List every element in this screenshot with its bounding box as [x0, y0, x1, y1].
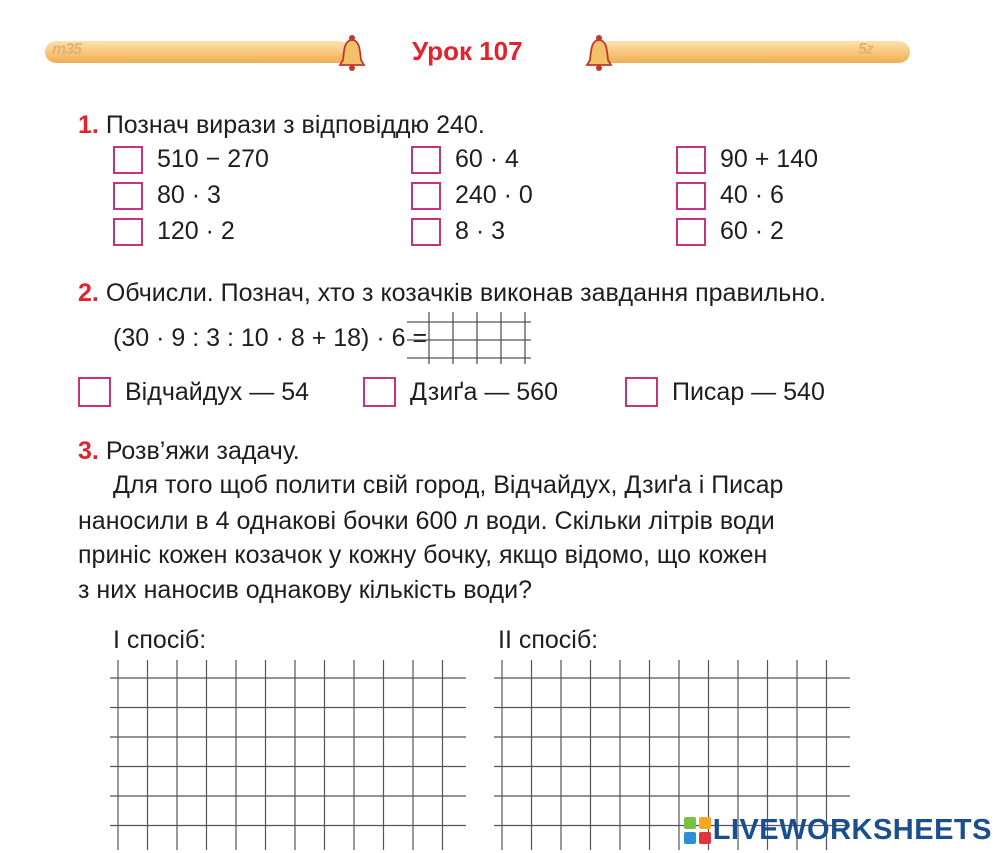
answer-label: Відчайдух — 54	[125, 377, 309, 406]
option-checkbox[interactable]	[676, 218, 706, 246]
option-label: 40 · 6	[720, 181, 784, 209]
answer-label: Дзиґа — 560	[410, 377, 558, 406]
task2-expression: (30 · 9 : 3 : 10 · 8 + 18) · 6 =	[113, 324, 428, 352]
option-label: 510 − 270	[157, 145, 269, 173]
bell-icon	[336, 34, 368, 74]
task2-number: 2.	[78, 279, 99, 307]
option-label: 60 · 2	[720, 217, 784, 245]
option-checkbox[interactable]	[411, 218, 441, 246]
option-checkbox[interactable]	[113, 182, 143, 210]
problem-line: Для того щоб полити свій город, Відчайдух, Дзиґа і Писар	[113, 471, 784, 499]
task1-text: Познач вирази з відповіддю 240.	[105, 111, 485, 139]
watermark-text: LIVEWORKSHEETS	[712, 814, 992, 846]
option-checkbox[interactable]	[113, 146, 143, 174]
task1-option	[411, 217, 505, 246]
method1-label: І спосіб:	[113, 626, 207, 654]
problem-line: наносили в 4 однакові бочки 600 л води. Скільки літрів води	[78, 507, 775, 535]
option-checkbox[interactable]	[113, 218, 143, 246]
answer-checkbox[interactable]	[363, 377, 396, 407]
task1-option	[676, 145, 818, 174]
task3-number: 3.	[78, 437, 99, 465]
task1-option	[113, 217, 235, 246]
task2-answer	[363, 377, 558, 407]
liveworksheets-logo	[683, 814, 992, 847]
option-checkbox[interactable]	[676, 146, 706, 174]
task1-option	[676, 181, 784, 210]
option-label: 240 · 0	[455, 181, 533, 209]
problem-line: приніс кожен козачок у кожну бочку, якщо відомо, що кожен	[78, 541, 768, 569]
task3-text: Розв’яжи задачу.	[105, 437, 300, 465]
answer-checkbox[interactable]	[78, 377, 111, 407]
task1-option	[676, 217, 784, 246]
task1-heading	[78, 111, 485, 140]
ornament-left: m35	[52, 41, 82, 58]
option-label: 120 · 2	[157, 217, 235, 245]
task3-heading	[78, 437, 300, 466]
solution-grid-1[interactable]	[110, 660, 466, 850]
answer-cells[interactable]	[407, 312, 531, 364]
task1-option	[411, 181, 533, 210]
task1-option	[113, 145, 269, 174]
option-label: 8 · 3	[455, 217, 506, 245]
task1-option	[113, 181, 221, 210]
option-checkbox[interactable]	[411, 182, 441, 210]
option-checkbox[interactable]	[411, 146, 441, 174]
task2-text: Обчисли. Познач, хто з козачків виконав завдання правильно.	[105, 279, 826, 307]
task1-option	[411, 145, 519, 174]
task1-number: 1.	[78, 111, 99, 139]
bell-icon	[583, 34, 615, 74]
ornament-right: 5z	[858, 41, 873, 58]
option-label: 80 · 3	[157, 181, 221, 209]
option-checkbox[interactable]	[676, 182, 706, 210]
answer-checkbox[interactable]	[625, 377, 658, 407]
task2-heading	[78, 279, 826, 308]
option-label: 60 · 4	[455, 145, 519, 173]
task2-answer	[78, 377, 309, 407]
option-label: 90 + 140	[720, 145, 819, 173]
task2-answer	[625, 377, 825, 407]
liveworksheets-icon	[683, 816, 713, 846]
answer-label: Писар — 540	[672, 377, 825, 406]
lesson-title: Урок 107	[412, 36, 523, 66]
method2-label: ІІ спосіб:	[498, 626, 599, 654]
problem-line: з них наносив однакову кількість води?	[78, 576, 533, 604]
header-band-left	[45, 41, 350, 63]
